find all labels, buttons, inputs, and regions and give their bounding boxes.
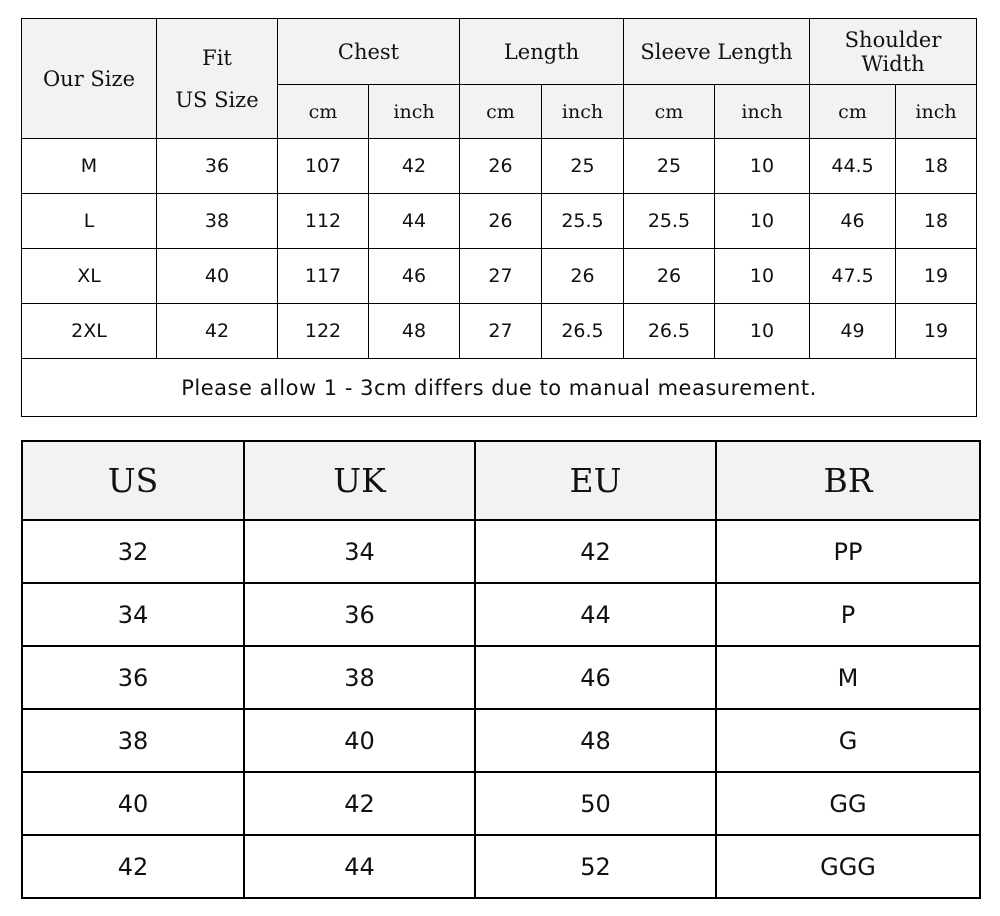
header-br: BR [716, 441, 980, 520]
table-cell: 42 [475, 520, 716, 583]
unit-header: inch [542, 85, 624, 139]
table-cell: 10 [715, 194, 810, 249]
unit-header: inch [715, 85, 810, 139]
table-cell: 38 [244, 646, 475, 709]
table-cell: 10 [715, 249, 810, 304]
table-cell: 44 [369, 194, 460, 249]
unit-header: cm [624, 85, 715, 139]
table-cell: L [22, 194, 157, 249]
header-chest: Chest [278, 19, 460, 85]
table-cell: 38 [22, 709, 244, 772]
table-cell: 34 [22, 583, 244, 646]
unit-header: inch [896, 85, 977, 139]
table-cell: 112 [278, 194, 369, 249]
table-cell: 19 [896, 304, 977, 359]
table-cell: XL [22, 249, 157, 304]
measurement-note: Please allow 1 - 3cm differs due to manual measurement. [22, 359, 977, 417]
table-cell: 44.5 [810, 139, 896, 194]
table-cell: 27 [460, 249, 542, 304]
header-us: US [22, 441, 244, 520]
table-cell: 44 [475, 583, 716, 646]
table-cell: 26 [542, 249, 624, 304]
size-conversion-table [21, 440, 981, 899]
table-row [22, 520, 980, 583]
table-cell: 42 [244, 772, 475, 835]
table-cell: 38 [157, 194, 278, 249]
table-cell: 117 [278, 249, 369, 304]
table-cell: 46 [369, 249, 460, 304]
unit-header: inch [369, 85, 460, 139]
table-cell: 25 [542, 139, 624, 194]
unit-header: cm [810, 85, 896, 139]
table-cell: 26.5 [624, 304, 715, 359]
size-chart-table [21, 18, 977, 417]
table-row [22, 304, 977, 359]
table-cell: GG [716, 772, 980, 835]
header-shoulder-width: Shoulder Width [810, 19, 977, 85]
table-cell: 40 [244, 709, 475, 772]
header-eu: EU [475, 441, 716, 520]
table-cell: 50 [475, 772, 716, 835]
header-us-size-label: US Size [175, 87, 259, 112]
header-fit-label: Fit [202, 45, 232, 70]
table-cell: 18 [896, 194, 977, 249]
header-fit-us-size [157, 19, 278, 139]
table-cell: 26 [624, 249, 715, 304]
table-row [22, 709, 980, 772]
header-sleeve-length: Sleeve Length [624, 19, 810, 85]
table-cell: 26.5 [542, 304, 624, 359]
table-cell: 42 [157, 304, 278, 359]
table-cell: 40 [157, 249, 278, 304]
table-cell: 27 [460, 304, 542, 359]
table-row [22, 835, 980, 898]
table-cell: 18 [896, 139, 977, 194]
table-cell: G [716, 709, 980, 772]
table-cell: 46 [810, 194, 896, 249]
table-cell: 19 [896, 249, 977, 304]
table-cell: 25.5 [624, 194, 715, 249]
table-cell: 48 [369, 304, 460, 359]
table-row [22, 583, 980, 646]
table-cell: 42 [22, 835, 244, 898]
table-row [22, 646, 980, 709]
table-cell: 48 [475, 709, 716, 772]
table-cell: 10 [715, 304, 810, 359]
table-cell: 49 [810, 304, 896, 359]
table-cell: 44 [244, 835, 475, 898]
table-cell: 42 [369, 139, 460, 194]
table-cell: 34 [244, 520, 475, 583]
table-cell: 2XL [22, 304, 157, 359]
table-cell: 25 [624, 139, 715, 194]
table-cell: M [22, 139, 157, 194]
table-cell: 36 [244, 583, 475, 646]
table-row [22, 194, 977, 249]
table-cell: 46 [475, 646, 716, 709]
table-cell: 10 [715, 139, 810, 194]
table-cell: 47.5 [810, 249, 896, 304]
table-cell: 32 [22, 520, 244, 583]
table-cell: 36 [157, 139, 278, 194]
header-length: Length [460, 19, 624, 85]
table-cell: GGG [716, 835, 980, 898]
table-cell: 25.5 [542, 194, 624, 249]
table-cell: 122 [278, 304, 369, 359]
table-cell: 40 [22, 772, 244, 835]
unit-header: cm [278, 85, 369, 139]
table-cell: 26 [460, 139, 542, 194]
table-row [22, 772, 980, 835]
table-row [22, 139, 977, 194]
table-cell: PP [716, 520, 980, 583]
table-cell: M [716, 646, 980, 709]
table-cell: 52 [475, 835, 716, 898]
table-cell: 36 [22, 646, 244, 709]
table-cell: 26 [460, 194, 542, 249]
header-our-size: Our Size [22, 19, 157, 139]
table-cell: 107 [278, 139, 369, 194]
table-row [22, 249, 977, 304]
header-uk: UK [244, 441, 475, 520]
unit-header: cm [460, 85, 542, 139]
table-cell: P [716, 583, 980, 646]
